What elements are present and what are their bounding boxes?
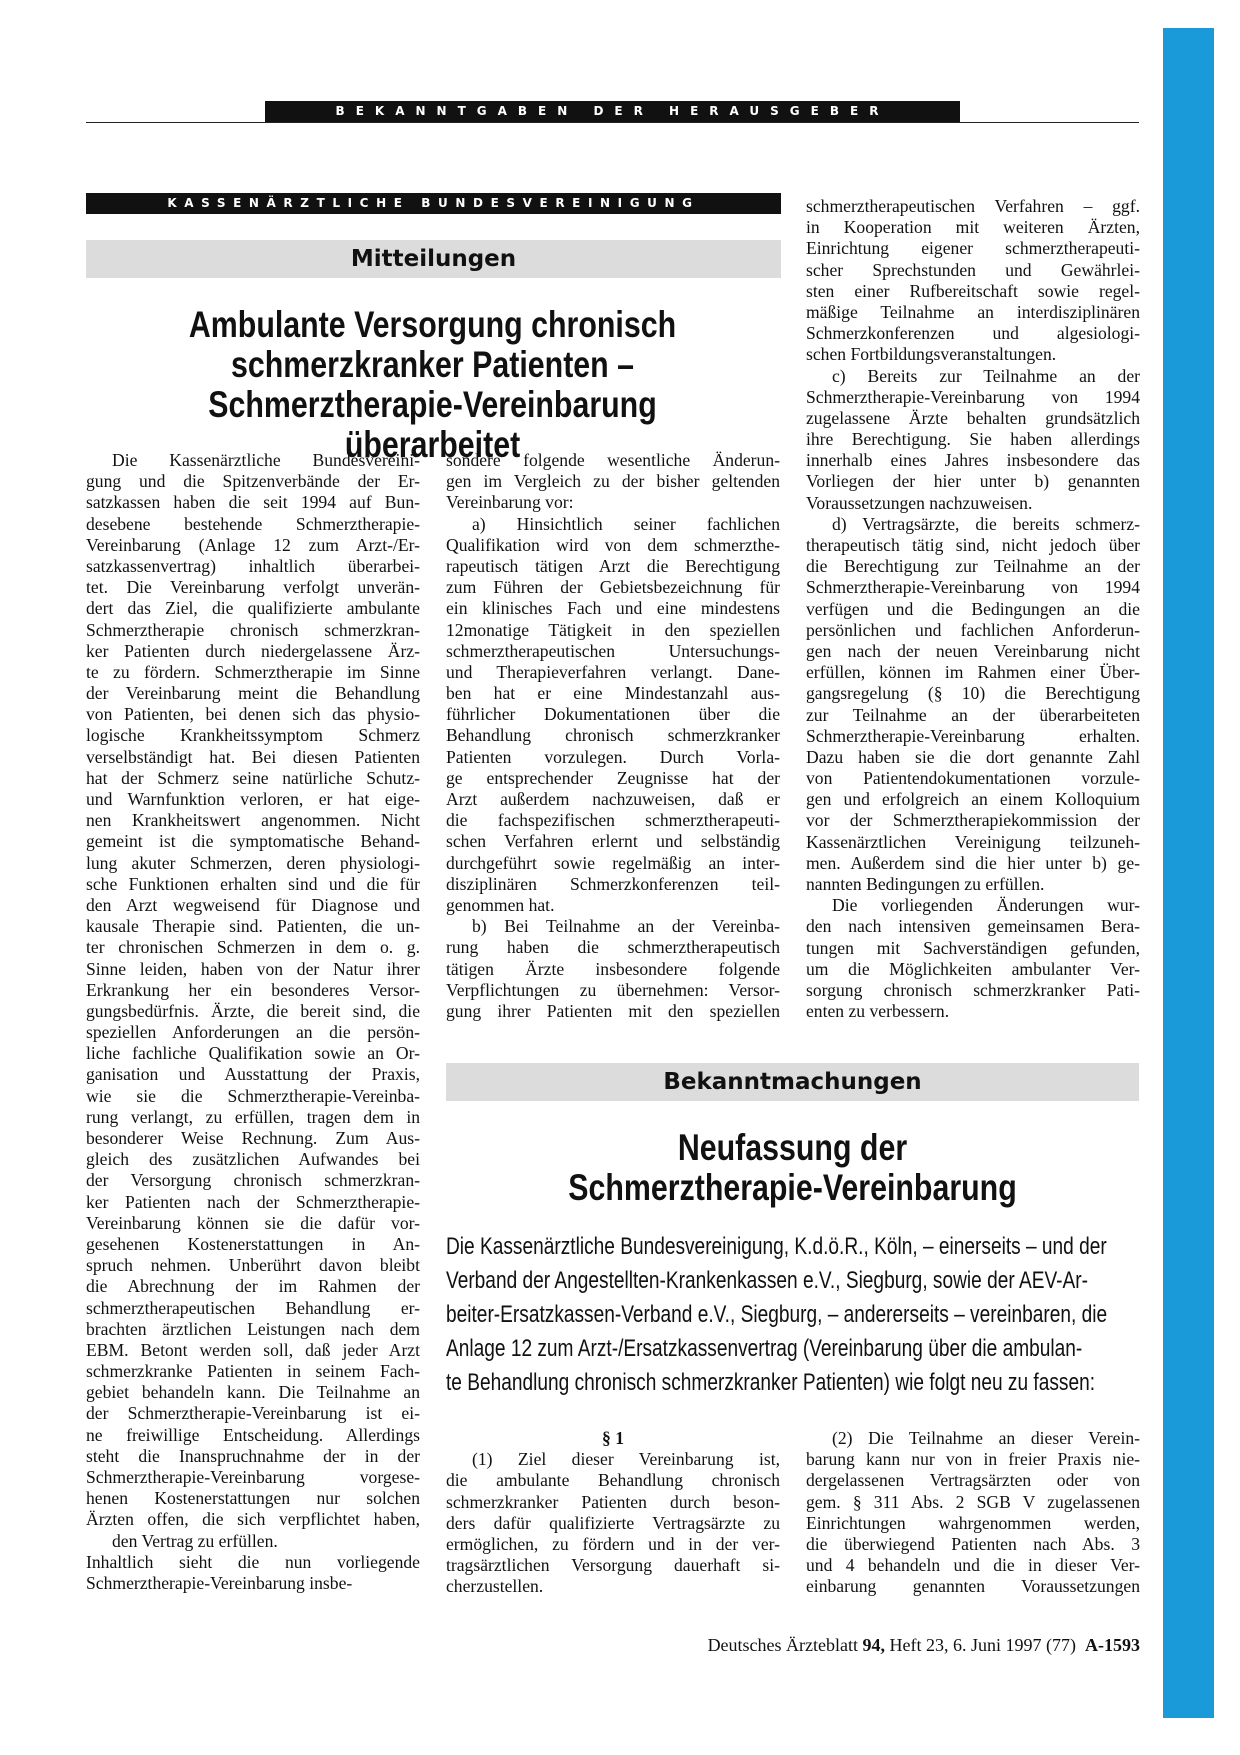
text-line: ders dafür qualifizierte Vertragsärzte zu bbox=[446, 1512, 780, 1533]
text-line: liche fachliche Qualifikation sowie an Or- bbox=[86, 1043, 420, 1064]
text-line: Inhaltlich sieht die nun vorliegende bbox=[86, 1551, 420, 1572]
article1-column-2 bbox=[446, 450, 780, 1022]
text-line: schen Verfahren erlernt und selbständig bbox=[446, 831, 780, 852]
text-line: gesehenen Kostenerstattungen in An- bbox=[86, 1233, 420, 1254]
text-line: schmerztherapeutischen Untersuchungs- bbox=[446, 640, 780, 661]
text-line: schmerzkranke Patienten in seinem Fach- bbox=[86, 1361, 420, 1382]
section-banner: KASSENÄRZTLICHE BUNDESVEREINIGUNG bbox=[86, 193, 781, 214]
text-line: ganisation und Ausstattung der Praxis, bbox=[86, 1064, 420, 1085]
text-line: gem. § 311 Abs. 2 SGB V zugelassenen bbox=[806, 1491, 1140, 1512]
text-line: Ärzten offen, die sich verpflichtet haben, bbox=[86, 1509, 420, 1530]
text-line: die ambulante Behandlung chronisch bbox=[446, 1470, 780, 1491]
text-line: gleich des zusätzlichen Aufwandes bei bbox=[86, 1149, 420, 1170]
headline-line: schmerzkranker Patienten – bbox=[230, 344, 635, 385]
text-line: Dazu haben sie die dort genannte Zahl bbox=[806, 746, 1140, 767]
text-line: ter chronischen Schmerzen in dem o. g. bbox=[86, 937, 420, 958]
article2-column-1 bbox=[446, 1428, 780, 1598]
text-line: Die vorliegenden Änderungen wur- bbox=[832, 895, 1140, 916]
text-line: Kassenärztlichen Vereinigung teilzuneh- bbox=[806, 831, 1140, 852]
text-line: die Abrechnung der im Rahmen der bbox=[86, 1276, 420, 1297]
text-line: satzkassenvertrag) inhaltlich überarbei- bbox=[86, 555, 420, 576]
text-line: der Vereinbarung meint die Behandlung bbox=[86, 683, 420, 704]
text-line: gen im Vergleich zu der bisher geltenden bbox=[446, 471, 780, 492]
text-line: schmerzkranker Patienten durch beson- bbox=[446, 1491, 780, 1512]
text-line: rung verlangt, zu erfüllen, tragen dem in bbox=[86, 1106, 420, 1127]
article2-headline bbox=[462, 1128, 1122, 1208]
text-line: desebene bestehende Schmerztherapie- bbox=[86, 513, 420, 534]
text-line: wie sie die Schmerztherapie-Vereinba- bbox=[86, 1085, 420, 1106]
text-line: Erkrankung her ein besonderes Versor- bbox=[86, 979, 420, 1000]
intro-line: Verband der Angestellten-Krankenkassen e.V., Siegburg, sowie der AEV-Ar- bbox=[446, 1267, 1089, 1294]
text-line: Schmerztherapie chronisch schmerzkran- bbox=[86, 619, 420, 640]
text-line: ben hat er eine Mindestanzahl aus- bbox=[446, 683, 780, 704]
headline-line: Neufassung der bbox=[677, 1127, 908, 1168]
article1-column-3 bbox=[806, 196, 1140, 1022]
text-line: spruch nehmen. Unberührt davon bleibt bbox=[86, 1255, 420, 1276]
text-line: satzkassen haben die seit 1994 auf Bun- bbox=[86, 492, 420, 513]
text-line: disziplinären Schmerzkonferenzen teil- bbox=[446, 873, 780, 894]
text-line: ein klinisches Fach und eine mindestens bbox=[446, 598, 780, 619]
text-line: Behandlung chronisch schmerzkranker bbox=[446, 725, 780, 746]
text-line: ihre Berechtigung. Sie haben allerdings bbox=[806, 429, 1140, 450]
text-line: henen Kostenerstattungen nur solchen bbox=[86, 1488, 420, 1509]
text-line: speziellen Anforderungen an die persön- bbox=[86, 1022, 420, 1043]
text-line: Patienten vorzulegen. Durch Vorla- bbox=[446, 746, 780, 767]
text-line: verfügen und die Bedingungen an die bbox=[806, 598, 1140, 619]
section-heading: § 1 bbox=[602, 1428, 624, 1448]
text-line: Schmerztherapie-Vereinbarung erhalten. bbox=[806, 725, 1140, 746]
text-line: steht die Inanspruchnahme der in der bbox=[86, 1445, 420, 1466]
text-line: gemeint ist die symptomatische Behand- bbox=[86, 831, 420, 852]
text-line: besonderer Weise Rechnung. Zum Aus- bbox=[86, 1128, 420, 1148]
text-line: vor der Schmerztherapiekommission der bbox=[806, 810, 1140, 831]
text-line: sche Funktionen erhalten sind und die für bbox=[86, 873, 420, 894]
text-line: zum Führen der Gebietsbezeichnung für bbox=[446, 577, 780, 598]
headline-line: Schmerztherapie-Vereinbarung bbox=[568, 1167, 1017, 1208]
text-line: zur Teilnahme an der überarbeiteten bbox=[806, 704, 1140, 725]
header-banner: BEKANNTGABEN DER HERAUSGEBER bbox=[265, 101, 960, 122]
text-line: EBM. Betont werden soll, daß jeder Arzt bbox=[86, 1339, 420, 1360]
text-line: Einrichtungen wahrgenommen werden, bbox=[806, 1512, 1140, 1533]
text-line: mäßige Teilnahme an interdisziplinären bbox=[806, 301, 1140, 322]
text-line: sondere folgende wesentliche Änderun- bbox=[446, 450, 780, 470]
footer-issue: Heft 23, 6. Juni 1997 (77) bbox=[889, 1635, 1076, 1655]
text-line: sorgung chronisch schmerzkranker Pati- bbox=[806, 979, 1140, 1000]
text-line: (2) Die Teilnahme an dieser Verein- bbox=[832, 1428, 1140, 1448]
intro-line: Anlage 12 zum Arzt-/Ersatzkassenvertrag (Vereinbarung über die ambulan- bbox=[446, 1335, 1083, 1362]
text-line: von Patienten, bei denen sich das physio- bbox=[86, 704, 420, 725]
text-line: tungen mit Sachverständigen gefunden, bbox=[806, 937, 1140, 958]
text-line: nen Krankheitswert angenommen. Nicht bbox=[86, 810, 420, 831]
text-line: hat der Schmerz seine natürliche Schutz- bbox=[86, 767, 420, 788]
text-line: führlicher Dokumentationen über die bbox=[446, 704, 780, 725]
text-line: d) Vertragsärzte, die bereits schmerz- bbox=[832, 513, 1140, 534]
headline-line: Schmerztherapie-Vereinbarung überarbeitet bbox=[208, 384, 657, 465]
footer-journal: Deutsches Ärzteblatt bbox=[707, 1635, 859, 1655]
text-line: die überwiegend Patienten nach Abs. 3 bbox=[806, 1533, 1140, 1554]
text-line: ne freiwillige Entscheidung. Allerdings bbox=[86, 1424, 420, 1445]
article2-intro bbox=[446, 1230, 1139, 1400]
text-line: der Versorgung chronisch schmerzkran- bbox=[86, 1170, 420, 1191]
text-line: Die Kassenärztliche Bundesvereini- bbox=[112, 450, 420, 470]
intro-line: beiter-Ersatzkassen-Verband e.V., Siegburg, – andererseits – vereinbaren, die bbox=[446, 1301, 1108, 1328]
text-line: c) Bereits zur Teilnahme an der bbox=[832, 365, 1140, 386]
text-line: b) Bei Teilnahme an der Vereinba- bbox=[472, 916, 780, 937]
text-line: Schmerzkonferenzen und algesiologi- bbox=[806, 323, 1140, 344]
text-line: Einrichtung eigener schmerztherapeuti- bbox=[806, 238, 1140, 259]
text-line: und 4 behandeln und die in dieser Ver- bbox=[806, 1555, 1140, 1576]
text-line: gung ihrer Patienten mit den speziellen bbox=[446, 1000, 780, 1021]
text-line: brachten ärztlichen Leistungen nach dem bbox=[86, 1318, 420, 1339]
text-line: rapeutisch tätigen Arzt die Berechtigung bbox=[446, 555, 780, 576]
text-line: Voraussetzungen nachzuweisen. bbox=[806, 492, 1033, 513]
text-line: sten einer Rufbereitschaft sowie regel- bbox=[806, 280, 1140, 301]
text-line: Arzt außerdem nachzuweisen, daß er bbox=[446, 789, 780, 809]
text-line: den Vertrag zu erfüllen. bbox=[112, 1530, 278, 1551]
text-line: einbarung genannten Voraussetzungen bbox=[806, 1576, 1140, 1597]
text-line: schmerztherapeutischen Behandlung er- bbox=[86, 1297, 420, 1318]
text-line: logische Krankheitssymptom Schmerz bbox=[86, 725, 420, 746]
text-line: dert das Ziel, die qualifizierte ambulante bbox=[86, 598, 420, 619]
text-line: lung akuter Schmerzen, deren physiologi- bbox=[86, 852, 420, 873]
text-line: (1) Ziel dieser Vereinbarung ist, bbox=[472, 1449, 780, 1470]
footer-volume: 94, bbox=[862, 1635, 886, 1655]
text-line: te zu fördern. Schmerztherapie im Sinne bbox=[86, 661, 420, 682]
band-bekanntmachungen: Bekanntmachungen bbox=[446, 1063, 1139, 1101]
text-line: cherzustellen. bbox=[446, 1576, 544, 1597]
text-line: Schmerztherapie-Vereinbarung vorgese- bbox=[86, 1467, 420, 1487]
text-line: men. Außerdem sind die hier unter b) ge- bbox=[806, 852, 1140, 873]
text-line: Vereinbarung können sie die dafür vor- bbox=[86, 1212, 420, 1233]
text-line: um die Möglichkeiten ambulanter Ver- bbox=[806, 958, 1140, 979]
intro-line: Die Kassenärztliche Bundesvereinigung, K.d.ö.R., Köln, – einerseits – und der bbox=[446, 1233, 1107, 1260]
text-line: tätigen Ärzte insbesondere folgende bbox=[446, 958, 780, 979]
article2-column-1-body bbox=[446, 1449, 780, 1597]
text-line: gungsbedürfnis. Ärzte, die bereit sind, die bbox=[86, 1000, 420, 1021]
text-line: Vereinbarung (Anlage 12 zum Arzt-/Er- bbox=[86, 534, 420, 555]
article1-column-1 bbox=[86, 450, 420, 1594]
text-line: Vereinbarung vor: bbox=[446, 492, 574, 513]
footer-page-number: A-1593 bbox=[1085, 1635, 1140, 1655]
article2-column-2 bbox=[806, 1428, 1140, 1598]
text-line: in Kooperation mit weiteren Ärzten, bbox=[806, 217, 1140, 238]
intro-line: te Behandlung chronisch schmerzkranker Patienten) wie folgt neu zu fassen: bbox=[446, 1369, 1096, 1396]
text-line: enten zu verbessern. bbox=[806, 1001, 950, 1022]
band-mitteilungen: Mitteilungen bbox=[86, 240, 781, 278]
text-line: Qualifikation wird von dem schmerzthe- bbox=[446, 534, 780, 555]
text-line: scher Sprechstunden und Gewährlei- bbox=[806, 259, 1140, 280]
text-line: schmerztherapeutischen Verfahren – ggf. bbox=[806, 196, 1140, 216]
text-line: die fachspezifischen schmerztherapeuti- bbox=[446, 810, 780, 831]
text-line: barung kann nur von in freier Praxis nie- bbox=[806, 1449, 1140, 1470]
text-line: ermöglichen, zu fördern und in der ver- bbox=[446, 1533, 780, 1554]
text-line: durchgeführt sowie regelmäßig an inter- bbox=[446, 852, 780, 873]
text-line: rung haben die schmerztherapeutisch bbox=[446, 937, 780, 958]
headline-line: Ambulante Versorgung chronisch bbox=[188, 304, 677, 345]
text-line: nannten Bedingungen zu erfüllen. bbox=[806, 874, 1045, 894]
text-line: genommen hat. bbox=[446, 894, 555, 915]
text-line: therapeutisch tätig sind, nicht jedoch über bbox=[806, 535, 1140, 555]
text-line: Vorliegen der hier unter b) genannten bbox=[806, 471, 1140, 492]
text-line: a) Hinsichtlich seiner fachlichen bbox=[472, 513, 780, 534]
text-line: kausale Therapie sind. Patienten, die un- bbox=[86, 916, 420, 937]
page-footer bbox=[646, 1635, 1140, 1656]
text-line: der Schmerztherapie-Vereinbarung ist ei- bbox=[86, 1403, 420, 1424]
text-line: Sinne leiden, haben von der Natur ihrer bbox=[86, 958, 420, 979]
text-line: ker Patienten nach der Schmerztherapie- bbox=[86, 1191, 420, 1212]
text-line: die Berechtigung zur Teilnahme an der bbox=[806, 556, 1140, 577]
text-line: gen nach der neuen Vereinbarung nicht bbox=[806, 640, 1140, 661]
text-line: den Arzt wegweisend für Diagnose und bbox=[86, 894, 420, 915]
text-line: Schmerztherapie-Vereinbarung von 1994 bbox=[806, 386, 1140, 407]
text-line: Schmerztherapie-Vereinbarung insbe- bbox=[86, 1572, 353, 1593]
text-line: schen Fortbildungsveranstaltungen. bbox=[806, 344, 1057, 365]
article1-headline bbox=[127, 305, 738, 465]
text-line: zugelassene Ärzte behalten grundsätzlich bbox=[806, 407, 1140, 428]
text-line: dergelassenen Vertragsärzten oder von bbox=[806, 1470, 1140, 1491]
text-line: tet. Die Vereinbarung verfolgt unverän- bbox=[86, 577, 420, 598]
text-line: den nach intensiven gemeinsamen Bera- bbox=[806, 916, 1140, 937]
text-line: Verpflichtungen zu übernehmen: Versor- bbox=[446, 979, 780, 1000]
text-line: und Therapieverfahren verlangt. Dane- bbox=[446, 661, 780, 682]
page-edge-color-bar bbox=[1163, 28, 1214, 1718]
text-line: gung und die Spitzenverbände der Er- bbox=[86, 471, 420, 492]
text-line: verselbständigt hat. Bei diesen Patienten bbox=[86, 746, 420, 767]
text-line: von Patientendokumentationen vorzule- bbox=[806, 768, 1140, 789]
text-line: gangsregelung (§ 10) die Berechtigung bbox=[806, 683, 1140, 704]
text-line: persönlichen und fachlichen Anforderun- bbox=[806, 619, 1140, 640]
text-line: erfüllen, können im Rahmen einer Über- bbox=[806, 662, 1140, 683]
text-line: 12monatige Tätigkeit in den speziellen bbox=[446, 619, 780, 640]
text-line: Schmerztherapie-Vereinbarung von 1994 bbox=[806, 577, 1140, 598]
text-line: und Warnfunktion verloren, er hat eige- bbox=[86, 789, 420, 809]
text-line: gen und erfolgreich an einem Kolloquium bbox=[806, 789, 1140, 810]
header-rule bbox=[86, 122, 1139, 123]
text-line: tragsärztlichen Versorgung dauerhaft si- bbox=[446, 1555, 780, 1576]
text-line: innerhalb eines Jahres insbesondere das bbox=[806, 450, 1140, 471]
text-line: ge entsprechender Zeugnisse hat der bbox=[446, 767, 780, 788]
text-line: ker Patienten durch niedergelassene Ärz- bbox=[86, 640, 420, 661]
text-line: gebiet behandeln kann. Die Teilnahme an bbox=[86, 1382, 420, 1403]
